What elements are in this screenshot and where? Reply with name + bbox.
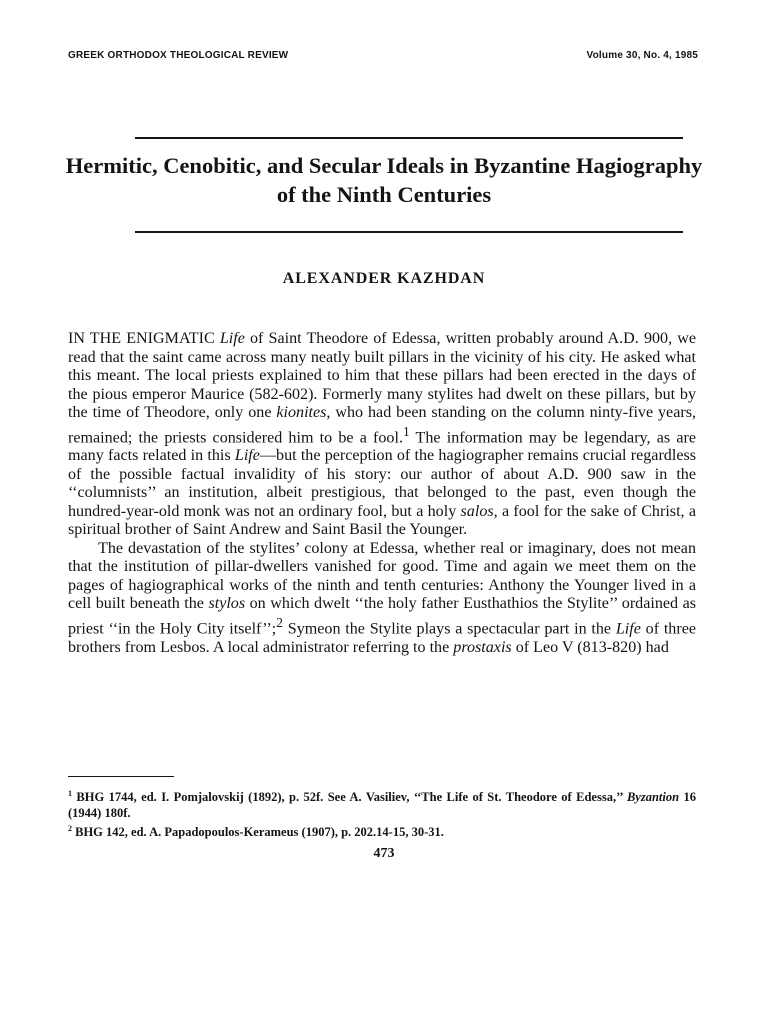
title-rule-top [135, 137, 683, 139]
footnote-marker: 1 [68, 789, 72, 798]
text-run: The information may be legendary, as are many facts related in this [68, 428, 696, 465]
italic-text: Life [234, 447, 260, 465]
text-run: BHG 1744, ed. I. Pomjalovskij (1892), p. 52f. See A. Vasiliev, ‘‘The Life of St. Theodore of Edessa,’’ [72, 790, 627, 805]
text-run: on which dwelt ‘‘the holy father Eusthathios the Stylite’’ ordained as priest ‘‘in the Holy City itself’’; [68, 595, 696, 638]
text-run: IN THE ENIGMATIC [68, 330, 220, 347]
text-run: of Leo V (813-820) had [511, 638, 669, 656]
body-paragraph [68, 330, 696, 540]
text-run: BHG 142, ed. A. Papadopoulos-Kerameus (1907), p. 202.14-15, 30-31. [72, 825, 444, 840]
italic-text: Life [615, 620, 641, 638]
italic-text: stylos [208, 595, 246, 613]
author-name: ALEXANDER KAZHDAN [282, 270, 486, 287]
running-head [68, 50, 698, 61]
italic-text: Byzantion [626, 790, 680, 805]
article-title: Hermitic, Cenobitic, and Secular Ideals in Byzantine Hagiography of the Ninth Centuries [65, 153, 703, 207]
italic-text: kionites, [276, 404, 331, 421]
footnote [68, 821, 696, 840]
text-run: a fool for the sake of Christ, a spiritual brother of Saint Andrew and Saint Basil the Younger. [68, 502, 696, 539]
article-body [68, 330, 696, 657]
issue-info: Volume 30, No. 4, 1985 [586, 50, 698, 61]
text-run: 16 (1944) 180f. [68, 790, 696, 821]
footnote-ref: 1 [402, 423, 410, 439]
body-paragraph [68, 540, 696, 657]
text-run: The devastation of the stylites’ colony at Edessa, whether real or imaginary, does not mean that the institution of pillar-dwellers vanished for good. Time and again we meet them on the pages of hagiographical works of the ninth and tenth centuries: Anthony the Younger lived in a cell built beneath the [68, 539, 696, 613]
text-run: —but the perception of the hagiographer remains crucial regardless of the possible factual invalidity of his story: our author of about A.D. 900 saw in the ‘‘columnists’’ an institution, albeit prestigious, that belonged to the past, even though the hundred-year-old monk was not an ordinary fool, but a holy [68, 447, 696, 520]
footnote-rule [68, 776, 174, 777]
text-run: of Saint Theodore of Edessa, written probably around A.D. 900, we read that the saint came across many neatly built pillars in the vicinity of his city. He asked what this meant. The local priests explained to him that these pillars had been erected in the days of the pious emperor Maurice (582-602). Formerly many stylites had dwelt on these pillars, but by the time of Theodore, only one [68, 330, 696, 421]
footnote-marker: 2 [68, 824, 72, 834]
footnotes [68, 786, 696, 840]
journal-name: GREEK ORTHODOX THEOLOGICAL REVIEW [68, 50, 289, 61]
italic-text: prostaxis [453, 638, 512, 656]
title-rule-bottom [135, 231, 683, 233]
text-run: who had been standing on the column ninty-five years, remained; the priests considered him to be a fool. [68, 404, 696, 446]
italic-text: salos, [460, 502, 498, 520]
footnote-ref: 2 [276, 614, 283, 630]
italic-text: Life [219, 330, 245, 347]
footnote [68, 786, 696, 821]
text-run: Symeon the Stylite plays a spectacular part in the [283, 620, 616, 638]
page-number: 473 [373, 846, 395, 861]
text-run: of three brothers from Lesbos. A local administrator referring to the [68, 620, 696, 656]
